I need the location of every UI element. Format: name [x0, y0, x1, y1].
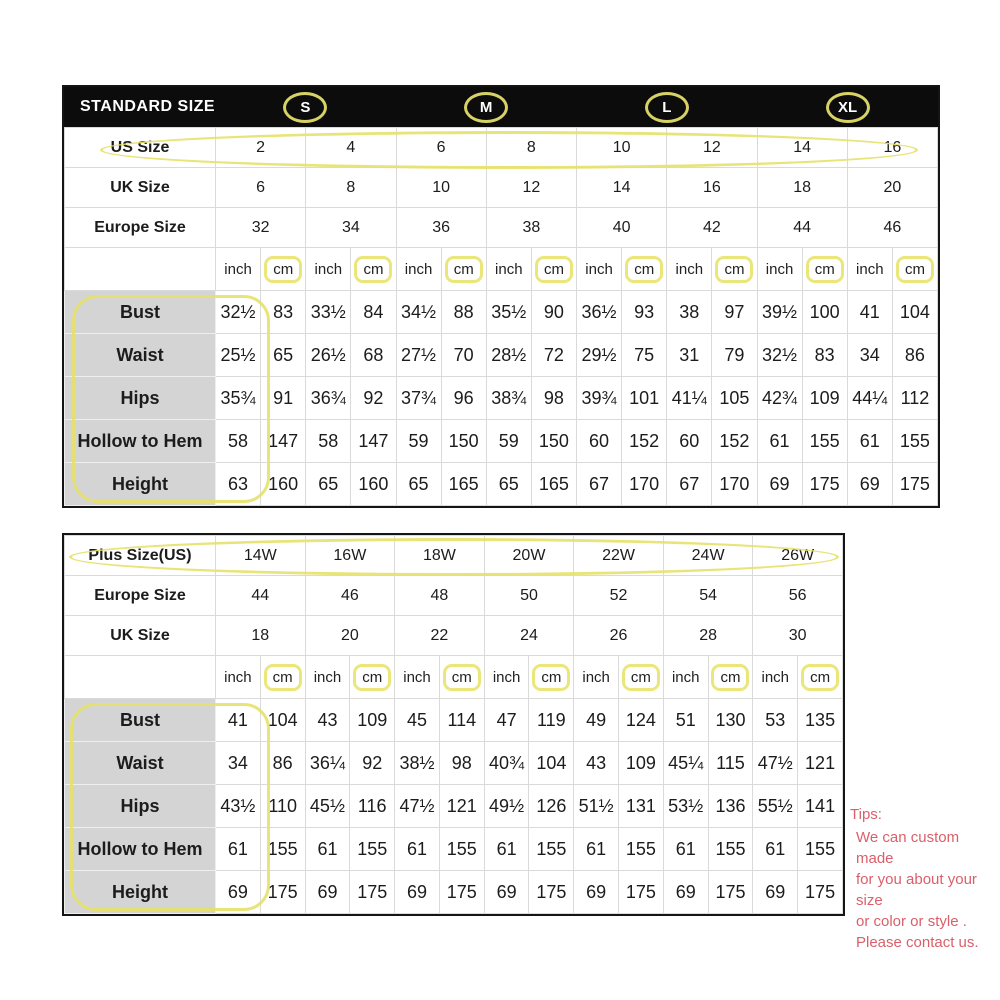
cm-highlight-annotation: cm — [445, 256, 483, 283]
size-group-s — [215, 92, 396, 123]
size-cell: 30 — [753, 616, 843, 656]
size-cell: 44 — [216, 576, 306, 616]
measure-cell: 155 — [708, 828, 753, 871]
measure-cell: 31 — [667, 334, 712, 377]
row-label: UK Size — [65, 168, 216, 208]
standard-size-title: STANDARD SIZE — [80, 98, 216, 115]
measure-row — [65, 871, 843, 914]
size-row — [65, 208, 938, 248]
measure-cell: 34 — [847, 334, 892, 377]
measure-cell: 65 — [261, 334, 306, 377]
measure-cell: 104 — [529, 742, 574, 785]
measure-cell: 135 — [798, 699, 843, 742]
measure-cell: 88 — [441, 291, 486, 334]
size-row — [65, 128, 938, 168]
measure-cell: 43 — [574, 742, 619, 785]
size-cell: 4 — [306, 128, 396, 168]
measure-cell: 160 — [261, 463, 306, 506]
measure-cell: 47 — [484, 699, 529, 742]
size-cell: 56 — [753, 576, 843, 616]
measure-cell: 40¾ — [484, 742, 529, 785]
size-cell: 48 — [395, 576, 485, 616]
measure-cell: 109 — [619, 742, 664, 785]
measure-cell: 175 — [529, 871, 574, 914]
cm-unit-cell — [261, 248, 306, 291]
measure-cell: 43½ — [216, 785, 261, 828]
measure-cell: 60 — [667, 420, 712, 463]
cm-highlight-annotation: cm — [535, 256, 573, 283]
measure-cell: 69 — [395, 871, 440, 914]
measure-cell: 55½ — [753, 785, 798, 828]
size-cell: 28 — [663, 616, 753, 656]
measure-cell: 155 — [350, 828, 395, 871]
measure-cell: 170 — [712, 463, 757, 506]
measure-cell: 41¼ — [667, 377, 712, 420]
size-cell: 6 — [396, 128, 486, 168]
measure-cell: 59 — [396, 420, 441, 463]
measure-cell: 155 — [892, 420, 937, 463]
measure-cell: 150 — [441, 420, 486, 463]
measure-cell: 83 — [802, 334, 847, 377]
measure-cell: 104 — [892, 291, 937, 334]
measure-row — [65, 828, 843, 871]
tips-title: Tips: — [850, 806, 882, 823]
cm-highlight-annotation: cm — [715, 256, 753, 283]
cm-unit-cell — [529, 656, 574, 699]
measure-cell: 44¼ — [847, 377, 892, 420]
size-cell: 12 — [486, 168, 576, 208]
measure-cell: 90 — [531, 291, 576, 334]
cm-unit-cell — [351, 248, 396, 291]
measure-cell: 101 — [622, 377, 667, 420]
measure-cell: 61 — [305, 828, 350, 871]
size-cell: 16W — [305, 536, 395, 576]
measure-cell: 72 — [531, 334, 576, 377]
measure-cell: 38 — [667, 291, 712, 334]
size-cell: 14W — [216, 536, 306, 576]
measure-cell: 65 — [486, 463, 531, 506]
size-circle-xl-annotation: XL — [826, 92, 870, 123]
size-cell: 26W — [753, 536, 843, 576]
cm-unit-cell — [708, 656, 753, 699]
size-cell: 8 — [306, 168, 396, 208]
size-cell: 20 — [847, 168, 937, 208]
measure-cell: 41 — [847, 291, 892, 334]
row-label: UK Size — [65, 616, 216, 656]
measure-cell: 69 — [484, 871, 529, 914]
measure-cell: 61 — [484, 828, 529, 871]
measure-cell: 155 — [619, 828, 664, 871]
size-cell: 10 — [577, 128, 667, 168]
size-row — [65, 536, 843, 576]
tips-line: We can custom made — [856, 829, 960, 867]
measure-cell: 155 — [260, 828, 305, 871]
measure-cell: 70 — [441, 334, 486, 377]
measure-cell: 36¾ — [306, 377, 351, 420]
tips-line: for you about your size — [856, 871, 977, 909]
measure-cell: 100 — [802, 291, 847, 334]
measure-cell: 39¾ — [577, 377, 622, 420]
measure-cell: 36¼ — [305, 742, 350, 785]
measure-cell: 112 — [892, 377, 937, 420]
measure-cell: 28½ — [486, 334, 531, 377]
size-cell: 52 — [574, 576, 664, 616]
measure-cell: 58 — [306, 420, 351, 463]
cm-highlight-annotation: cm — [806, 256, 844, 283]
measure-cell: 47½ — [753, 742, 798, 785]
inch-unit-cell: inch — [396, 248, 441, 291]
measure-row-label: Hips — [65, 377, 216, 420]
measure-cell: 42¾ — [757, 377, 802, 420]
size-group-m — [396, 92, 577, 123]
size-cell: 20 — [305, 616, 395, 656]
row-label: US Size — [65, 128, 216, 168]
row-label: Europe Size — [65, 208, 216, 248]
size-cell: 34 — [306, 208, 396, 248]
inch-unit-cell: inch — [305, 656, 350, 699]
inch-unit-cell: inch — [216, 248, 261, 291]
measure-row — [65, 291, 938, 334]
cm-unit-cell — [622, 248, 667, 291]
measure-cell: 130 — [708, 699, 753, 742]
cm-highlight-annotation: cm — [264, 256, 302, 283]
tips-line: Please contact us. — [856, 934, 979, 951]
size-cell: 24 — [484, 616, 574, 656]
measure-cell: 104 — [260, 699, 305, 742]
measure-cell: 91 — [261, 377, 306, 420]
cm-unit-cell — [531, 248, 576, 291]
measure-cell: 65 — [306, 463, 351, 506]
cm-highlight-annotation: cm — [443, 664, 481, 691]
size-cell: 38 — [486, 208, 576, 248]
measure-row-label: Waist — [65, 742, 216, 785]
measure-cell: 63 — [216, 463, 261, 506]
row-label: Europe Size — [65, 576, 216, 616]
measure-cell: 105 — [712, 377, 757, 420]
measure-cell: 69 — [305, 871, 350, 914]
cm-unit-cell — [350, 656, 395, 699]
cm-unit-cell — [619, 656, 664, 699]
measure-cell: 150 — [531, 420, 576, 463]
cm-unit-cell — [260, 656, 305, 699]
measure-cell: 175 — [892, 463, 937, 506]
inch-unit-cell: inch — [753, 656, 798, 699]
measure-cell: 170 — [622, 463, 667, 506]
size-cell: 18W — [395, 536, 485, 576]
row-label: Plus Size(US) — [65, 536, 216, 576]
size-cell: 26 — [574, 616, 664, 656]
size-cell: 10 — [396, 168, 486, 208]
measure-cell: 61 — [663, 828, 708, 871]
size-circle-l-annotation: L — [645, 92, 689, 123]
measure-cell: 75 — [622, 334, 667, 377]
measure-cell: 32½ — [216, 291, 261, 334]
measure-cell: 165 — [531, 463, 576, 506]
size-cell: 16 — [667, 168, 757, 208]
size-row — [65, 576, 843, 616]
measure-cell: 96 — [441, 377, 486, 420]
measure-cell: 92 — [351, 377, 396, 420]
measure-row — [65, 377, 938, 420]
cm-unit-cell — [798, 656, 843, 699]
measure-cell: 69 — [757, 463, 802, 506]
size-cell: 8 — [486, 128, 576, 168]
measure-cell: 49 — [574, 699, 619, 742]
measure-cell: 119 — [529, 699, 574, 742]
measure-cell: 67 — [667, 463, 712, 506]
measure-cell: 93 — [622, 291, 667, 334]
measure-row — [65, 463, 938, 506]
size-circle-s-annotation: S — [283, 92, 327, 123]
cm-highlight-annotation: cm — [896, 256, 934, 283]
size-cell: 22 — [395, 616, 485, 656]
measure-cell: 61 — [757, 420, 802, 463]
measure-cell: 69 — [663, 871, 708, 914]
measure-cell: 147 — [351, 420, 396, 463]
measure-cell: 84 — [351, 291, 396, 334]
size-cell: 32 — [216, 208, 306, 248]
measure-cell: 152 — [712, 420, 757, 463]
measure-cell: 110 — [260, 785, 305, 828]
measure-cell: 26½ — [306, 334, 351, 377]
measure-cell: 61 — [574, 828, 619, 871]
measure-cell: 51½ — [574, 785, 619, 828]
cm-unit-cell — [712, 248, 757, 291]
size-cell: 18 — [757, 168, 847, 208]
measure-cell: 59 — [486, 420, 531, 463]
measure-cell: 69 — [753, 871, 798, 914]
measure-cell: 155 — [529, 828, 574, 871]
measure-cell: 86 — [892, 334, 937, 377]
unit-row — [65, 248, 938, 291]
measure-cell: 33½ — [306, 291, 351, 334]
measure-cell: 155 — [802, 420, 847, 463]
measure-cell: 61 — [395, 828, 440, 871]
measure-cell: 121 — [439, 785, 484, 828]
measure-cell: 131 — [619, 785, 664, 828]
measure-cell: 83 — [261, 291, 306, 334]
measure-cell: 69 — [216, 871, 261, 914]
measure-cell: 68 — [351, 334, 396, 377]
measure-cell: 109 — [802, 377, 847, 420]
measure-cell: 39½ — [757, 291, 802, 334]
row-label-blank — [65, 248, 216, 291]
size-cell: 14 — [757, 128, 847, 168]
plus-size-table — [62, 533, 845, 916]
cm-highlight-annotation: cm — [625, 256, 663, 283]
unit-row — [65, 656, 843, 699]
size-cell: 16 — [847, 128, 937, 168]
size-cell: 20W — [484, 536, 574, 576]
size-cell: 46 — [305, 576, 395, 616]
measure-cell: 61 — [847, 420, 892, 463]
measure-cell: 160 — [351, 463, 396, 506]
plus-size-grid — [64, 535, 843, 914]
tips-line: or color or style . — [856, 913, 967, 930]
size-cell: 50 — [484, 576, 574, 616]
inch-unit-cell: inch — [216, 656, 261, 699]
measure-cell: 29½ — [577, 334, 622, 377]
cm-unit-cell — [439, 656, 484, 699]
size-cell: 14 — [577, 168, 667, 208]
measure-cell: 115 — [708, 742, 753, 785]
measure-cell: 34 — [216, 742, 261, 785]
measure-cell: 79 — [712, 334, 757, 377]
measure-cell: 67 — [577, 463, 622, 506]
measure-cell: 109 — [350, 699, 395, 742]
measure-cell: 86 — [260, 742, 305, 785]
measure-cell: 47½ — [395, 785, 440, 828]
measure-cell: 51 — [663, 699, 708, 742]
measure-cell: 45½ — [305, 785, 350, 828]
size-cell: 12 — [667, 128, 757, 168]
inch-unit-cell: inch — [663, 656, 708, 699]
measure-row-label: Bust — [65, 291, 216, 334]
size-cell: 2 — [216, 128, 306, 168]
measure-cell: 98 — [439, 742, 484, 785]
measure-cell: 175 — [802, 463, 847, 506]
standard-size-grid — [64, 127, 938, 506]
measure-cell: 121 — [798, 742, 843, 785]
measure-cell: 175 — [260, 871, 305, 914]
row-label-blank — [65, 656, 216, 699]
size-cell: 44 — [757, 208, 847, 248]
measure-cell: 49½ — [484, 785, 529, 828]
size-cell: 42 — [667, 208, 757, 248]
size-cell: 22W — [574, 536, 664, 576]
standard-size-table — [62, 85, 940, 508]
measure-row — [65, 420, 938, 463]
standard-size-header-bar — [64, 87, 938, 127]
inch-unit-cell: inch — [574, 656, 619, 699]
measure-cell: 165 — [441, 463, 486, 506]
measure-cell: 41 — [216, 699, 261, 742]
measure-cell: 98 — [531, 377, 576, 420]
measure-cell: 97 — [712, 291, 757, 334]
measure-cell: 32½ — [757, 334, 802, 377]
measure-cell: 114 — [439, 699, 484, 742]
inch-unit-cell: inch — [306, 248, 351, 291]
measure-cell: 175 — [350, 871, 395, 914]
measure-cell: 175 — [439, 871, 484, 914]
cm-highlight-annotation: cm — [711, 664, 749, 691]
measure-cell: 116 — [350, 785, 395, 828]
measure-row-label: Hollow to Hem — [65, 828, 216, 871]
measure-cell: 152 — [622, 420, 667, 463]
size-group-row — [215, 92, 938, 123]
measure-cell: 136 — [708, 785, 753, 828]
measure-cell: 147 — [261, 420, 306, 463]
measure-cell: 36½ — [577, 291, 622, 334]
measure-cell: 35¾ — [216, 377, 261, 420]
custom-made-tips-note — [850, 804, 1000, 953]
inch-unit-cell: inch — [395, 656, 440, 699]
size-group-xl — [757, 92, 938, 123]
measure-cell: 65 — [396, 463, 441, 506]
measure-cell: 92 — [350, 742, 395, 785]
measure-cell: 25½ — [216, 334, 261, 377]
measure-cell: 126 — [529, 785, 574, 828]
measure-row-label: Waist — [65, 334, 216, 377]
measure-cell: 69 — [574, 871, 619, 914]
inch-unit-cell: inch — [486, 248, 531, 291]
cm-highlight-annotation: cm — [801, 664, 839, 691]
cm-unit-cell — [892, 248, 937, 291]
size-cell: 36 — [396, 208, 486, 248]
measure-cell: 61 — [216, 828, 261, 871]
cm-highlight-annotation: cm — [532, 664, 570, 691]
measure-cell: 45¼ — [663, 742, 708, 785]
measure-cell: 35½ — [486, 291, 531, 334]
measure-row — [65, 699, 843, 742]
measure-cell: 43 — [305, 699, 350, 742]
measure-row-label: Height — [65, 871, 216, 914]
measure-cell: 38¾ — [486, 377, 531, 420]
measure-cell: 45 — [395, 699, 440, 742]
size-cell: 46 — [847, 208, 937, 248]
size-circle-m-annotation: M — [464, 92, 508, 123]
measure-cell: 53 — [753, 699, 798, 742]
size-row — [65, 616, 843, 656]
measure-cell: 155 — [798, 828, 843, 871]
inch-unit-cell: inch — [484, 656, 529, 699]
measure-row — [65, 334, 938, 377]
measure-cell: 124 — [619, 699, 664, 742]
size-group-l — [577, 92, 758, 123]
measure-cell: 34½ — [396, 291, 441, 334]
inch-unit-cell: inch — [847, 248, 892, 291]
inch-unit-cell: inch — [757, 248, 802, 291]
measure-cell: 69 — [847, 463, 892, 506]
measure-row-label: Bust — [65, 699, 216, 742]
measure-cell: 53½ — [663, 785, 708, 828]
size-row — [65, 168, 938, 208]
measure-cell: 27½ — [396, 334, 441, 377]
measure-cell: 60 — [577, 420, 622, 463]
measure-cell: 61 — [753, 828, 798, 871]
measure-cell: 37¾ — [396, 377, 441, 420]
measure-row-label: Hips — [65, 785, 216, 828]
measure-cell: 38½ — [395, 742, 440, 785]
size-cell: 18 — [216, 616, 306, 656]
measure-row — [65, 785, 843, 828]
measure-row-label: Height — [65, 463, 216, 506]
cm-highlight-annotation: cm — [353, 664, 391, 691]
measure-row-label: Hollow to Hem — [65, 420, 216, 463]
inch-unit-cell: inch — [577, 248, 622, 291]
size-cell: 6 — [216, 168, 306, 208]
inch-unit-cell: inch — [667, 248, 712, 291]
size-cell: 54 — [663, 576, 753, 616]
cm-highlight-annotation: cm — [354, 256, 392, 283]
size-cell: 40 — [577, 208, 667, 248]
cm-highlight-annotation: cm — [622, 664, 660, 691]
cm-unit-cell — [802, 248, 847, 291]
cm-unit-cell — [441, 248, 486, 291]
measure-cell: 175 — [798, 871, 843, 914]
measure-cell: 141 — [798, 785, 843, 828]
measure-cell: 175 — [708, 871, 753, 914]
size-cell: 24W — [663, 536, 753, 576]
measure-cell: 58 — [216, 420, 261, 463]
measure-row — [65, 742, 843, 785]
cm-highlight-annotation: cm — [264, 664, 302, 691]
measure-cell: 175 — [619, 871, 664, 914]
measure-cell: 155 — [439, 828, 484, 871]
